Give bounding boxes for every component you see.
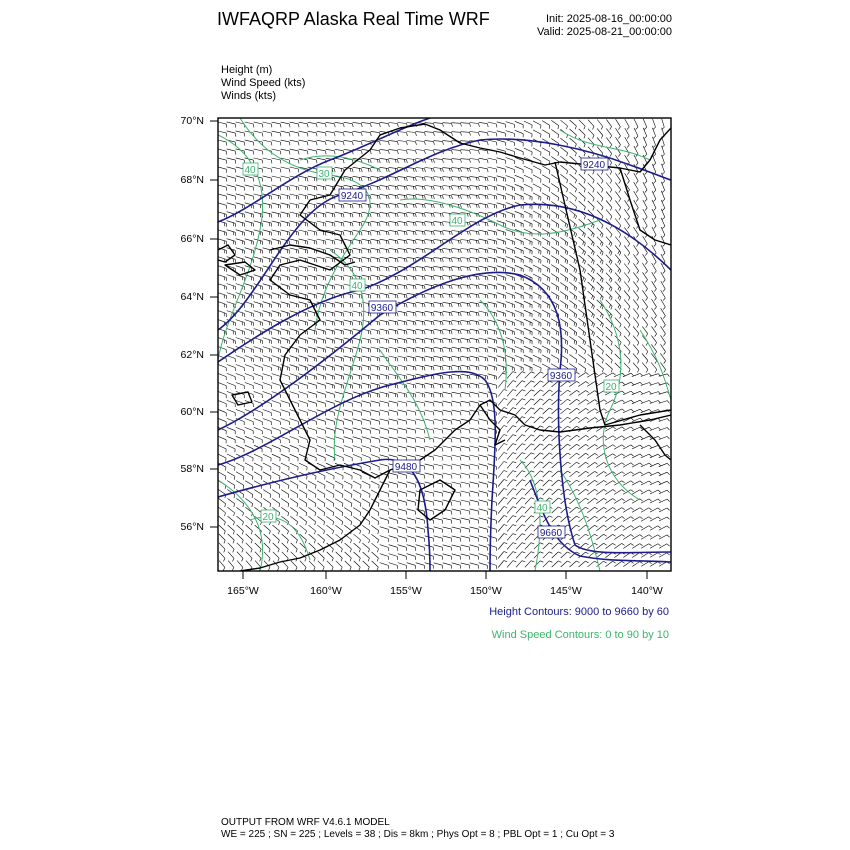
map-title: IWFAQRP Alaska Real Time WRF <box>217 9 490 29</box>
valid-time: Valid: 2025-08-21_00:00:00 <box>537 26 672 38</box>
init-time: Init: 2025-08-16_00:00:00 <box>546 13 672 25</box>
variable-winds: Winds (kts) <box>221 90 276 102</box>
variable-height: Height (m) <box>221 64 273 76</box>
variable-wind-speed: Wind Speed (kts) <box>221 77 306 89</box>
